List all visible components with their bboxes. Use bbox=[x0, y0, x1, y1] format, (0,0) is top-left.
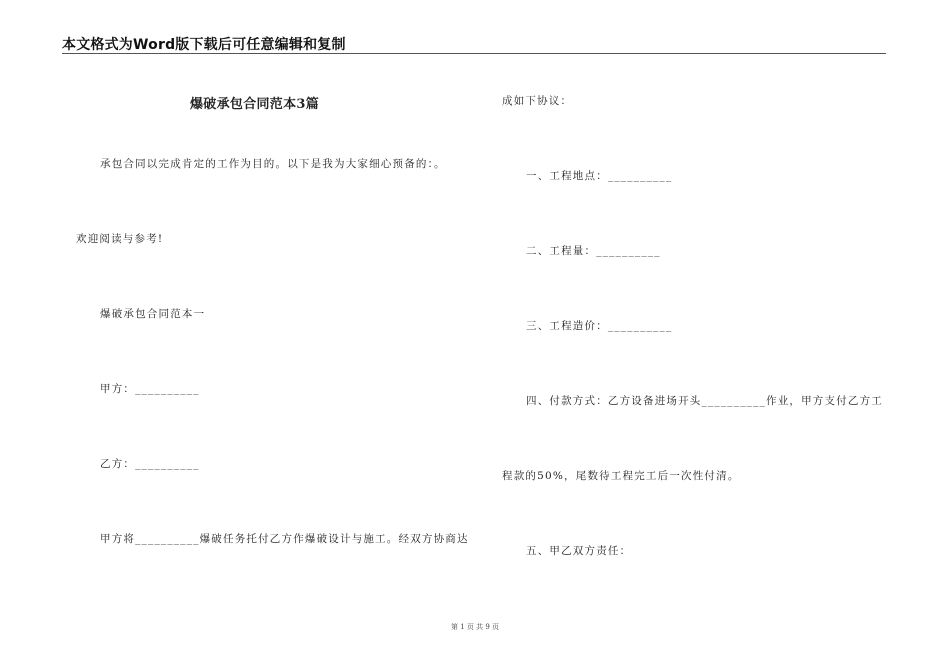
paragraph: 欢迎阅读与参考! bbox=[76, 233, 164, 245]
paragraph: 承包合同以完成肯定的工作为目的。以下是我为大家细心预备的：。 bbox=[100, 158, 446, 170]
page-number: 第 1 页 共 9 页 bbox=[450, 623, 500, 631]
document-title: 爆破承包合同范本3篇 bbox=[190, 97, 320, 112]
clause-item: 二、工程量：__________ bbox=[526, 245, 661, 257]
paragraph: 甲方将__________爆破任务托付乙方作爆破设计与施工。经双方协商达 bbox=[100, 533, 469, 545]
clause-item: 一、工程地点：__________ bbox=[526, 170, 673, 182]
clause-item: 三、工程造价：__________ bbox=[526, 320, 673, 332]
clause-item: 四、付款方式：乙方设备进场开头__________作业，甲方支付乙方工 bbox=[526, 395, 883, 407]
header-rule bbox=[62, 53, 886, 54]
paragraph: 程款的50%，尾数待工程完工后一次性付清。 bbox=[502, 470, 740, 482]
section-heading: 爆破承包合同范本一 bbox=[100, 308, 206, 320]
party-a-line: 甲方：__________ bbox=[100, 383, 200, 395]
format-banner: 本文格式为Word版下载后可任意编辑和复制 bbox=[62, 37, 346, 53]
clause-item: 五、甲乙双方责任： bbox=[526, 545, 632, 557]
party-b-line: 乙方：__________ bbox=[100, 458, 200, 470]
paragraph: 成如下协议： bbox=[502, 95, 573, 107]
